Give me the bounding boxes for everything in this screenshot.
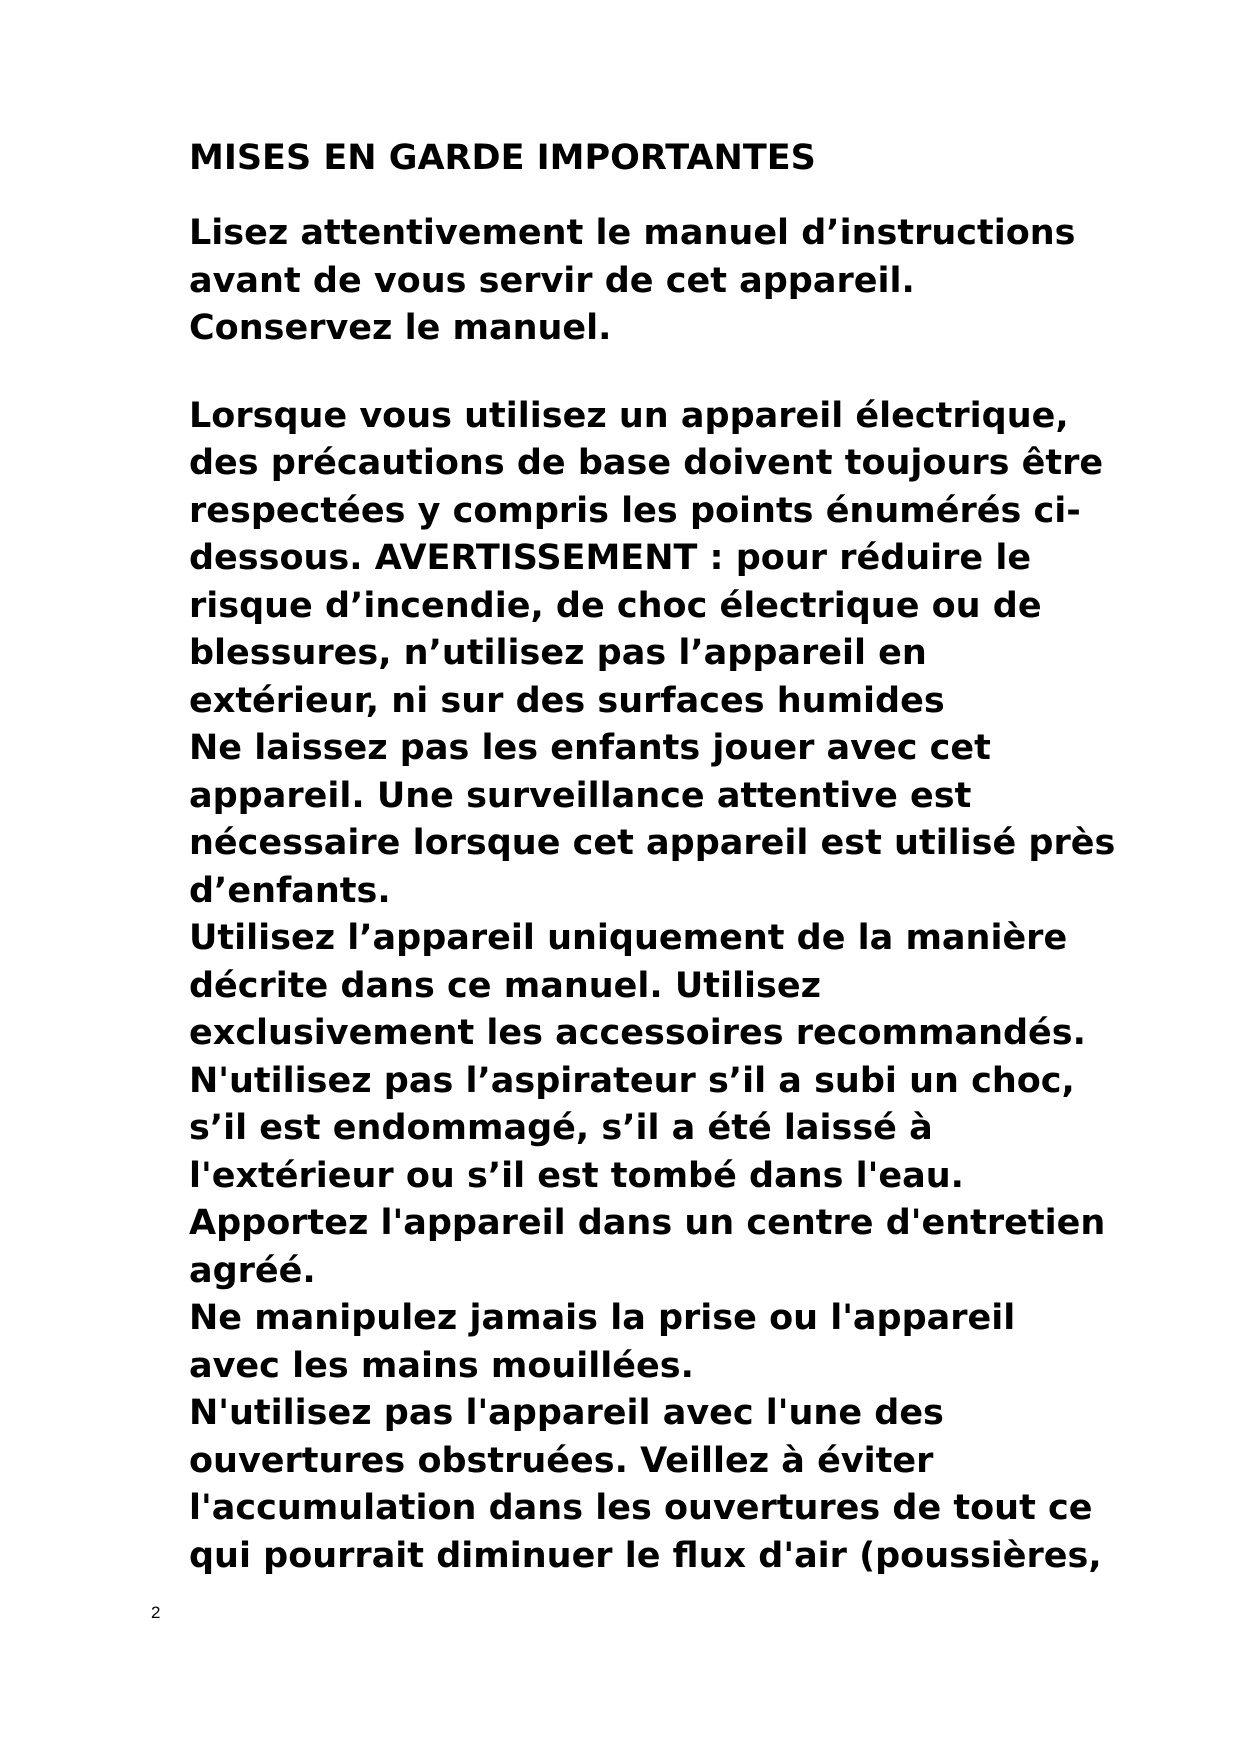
text-line: extérieur, ni sur des surfaces humides [189,680,945,721]
text-line: Ne laissez pas les enfants jouer avec cet [189,728,991,768]
text-line: avant de vous servir de cet appareil. [189,260,915,301]
text-line: Lisez attentivement le manuel d’instructions [189,213,1076,253]
page-content [189,128,1119,1580]
text-line: agréé. [189,1250,316,1291]
text-line: nécessaire lorsque cet appareil est utilisé près [189,823,1116,863]
page-number: 2 [151,1603,161,1622]
text-line: dessous. AVERTISSEMENT : pour réduire le [189,538,1032,578]
text-line: appareil. Une surveillance attentive est [189,775,972,816]
text-line: exclusivement les accessoires recommandés. [189,1013,1086,1053]
intro-paragraph [189,210,1119,353]
text-line: ouvertures obstruées. Veillez à éviter [189,1440,934,1481]
text-line: s’il est endommagé, s’il a été laissé à [189,1108,933,1148]
text-line: Lorsque vous utilisez un appareil électrique, [189,395,1069,436]
text-line: N'utilisez pas l’aspirateur s’il a subi un choc, [189,1060,1075,1101]
text-line: Apportez l'appareil dans un centre d'entretien [189,1203,1106,1243]
text-line: Utilisez l’appareil uniquement de la manière [189,918,1068,958]
text-line: l'extérieur ou s’il est tombé dans l'eau. [189,1155,964,1196]
text-line: Ne manipulez jamais la prise ou l'appareil [189,1298,1016,1338]
warnings-paragraph [189,393,1119,1581]
text-line: d’enfants. [189,870,391,911]
text-line: décrite dans ce manuel. Utilisez [189,965,821,1006]
text-line: l'accumulation dans les ouvertures de tout ce [189,1488,1093,1528]
text-line: avec les mains mouillées. [189,1345,694,1386]
text-line: qui pourrait diminuer le flux d'air (poussières, [189,1535,1102,1576]
text-line: risque d’incendie, de choc électrique ou de [189,585,1042,626]
text-line: respectées y compris les points énumérés ci- [189,490,1081,531]
text-line: des précautions de base doivent toujours être [189,443,1104,483]
text-line: blessures, n’utilisez pas l’appareil en [189,633,927,673]
text-line: Conservez le manuel. [189,308,612,348]
text-line: N'utilisez pas l'appareil avec l'une des [189,1393,944,1433]
page-title: MISES EN GARDE IMPORTANTES [189,138,816,178]
